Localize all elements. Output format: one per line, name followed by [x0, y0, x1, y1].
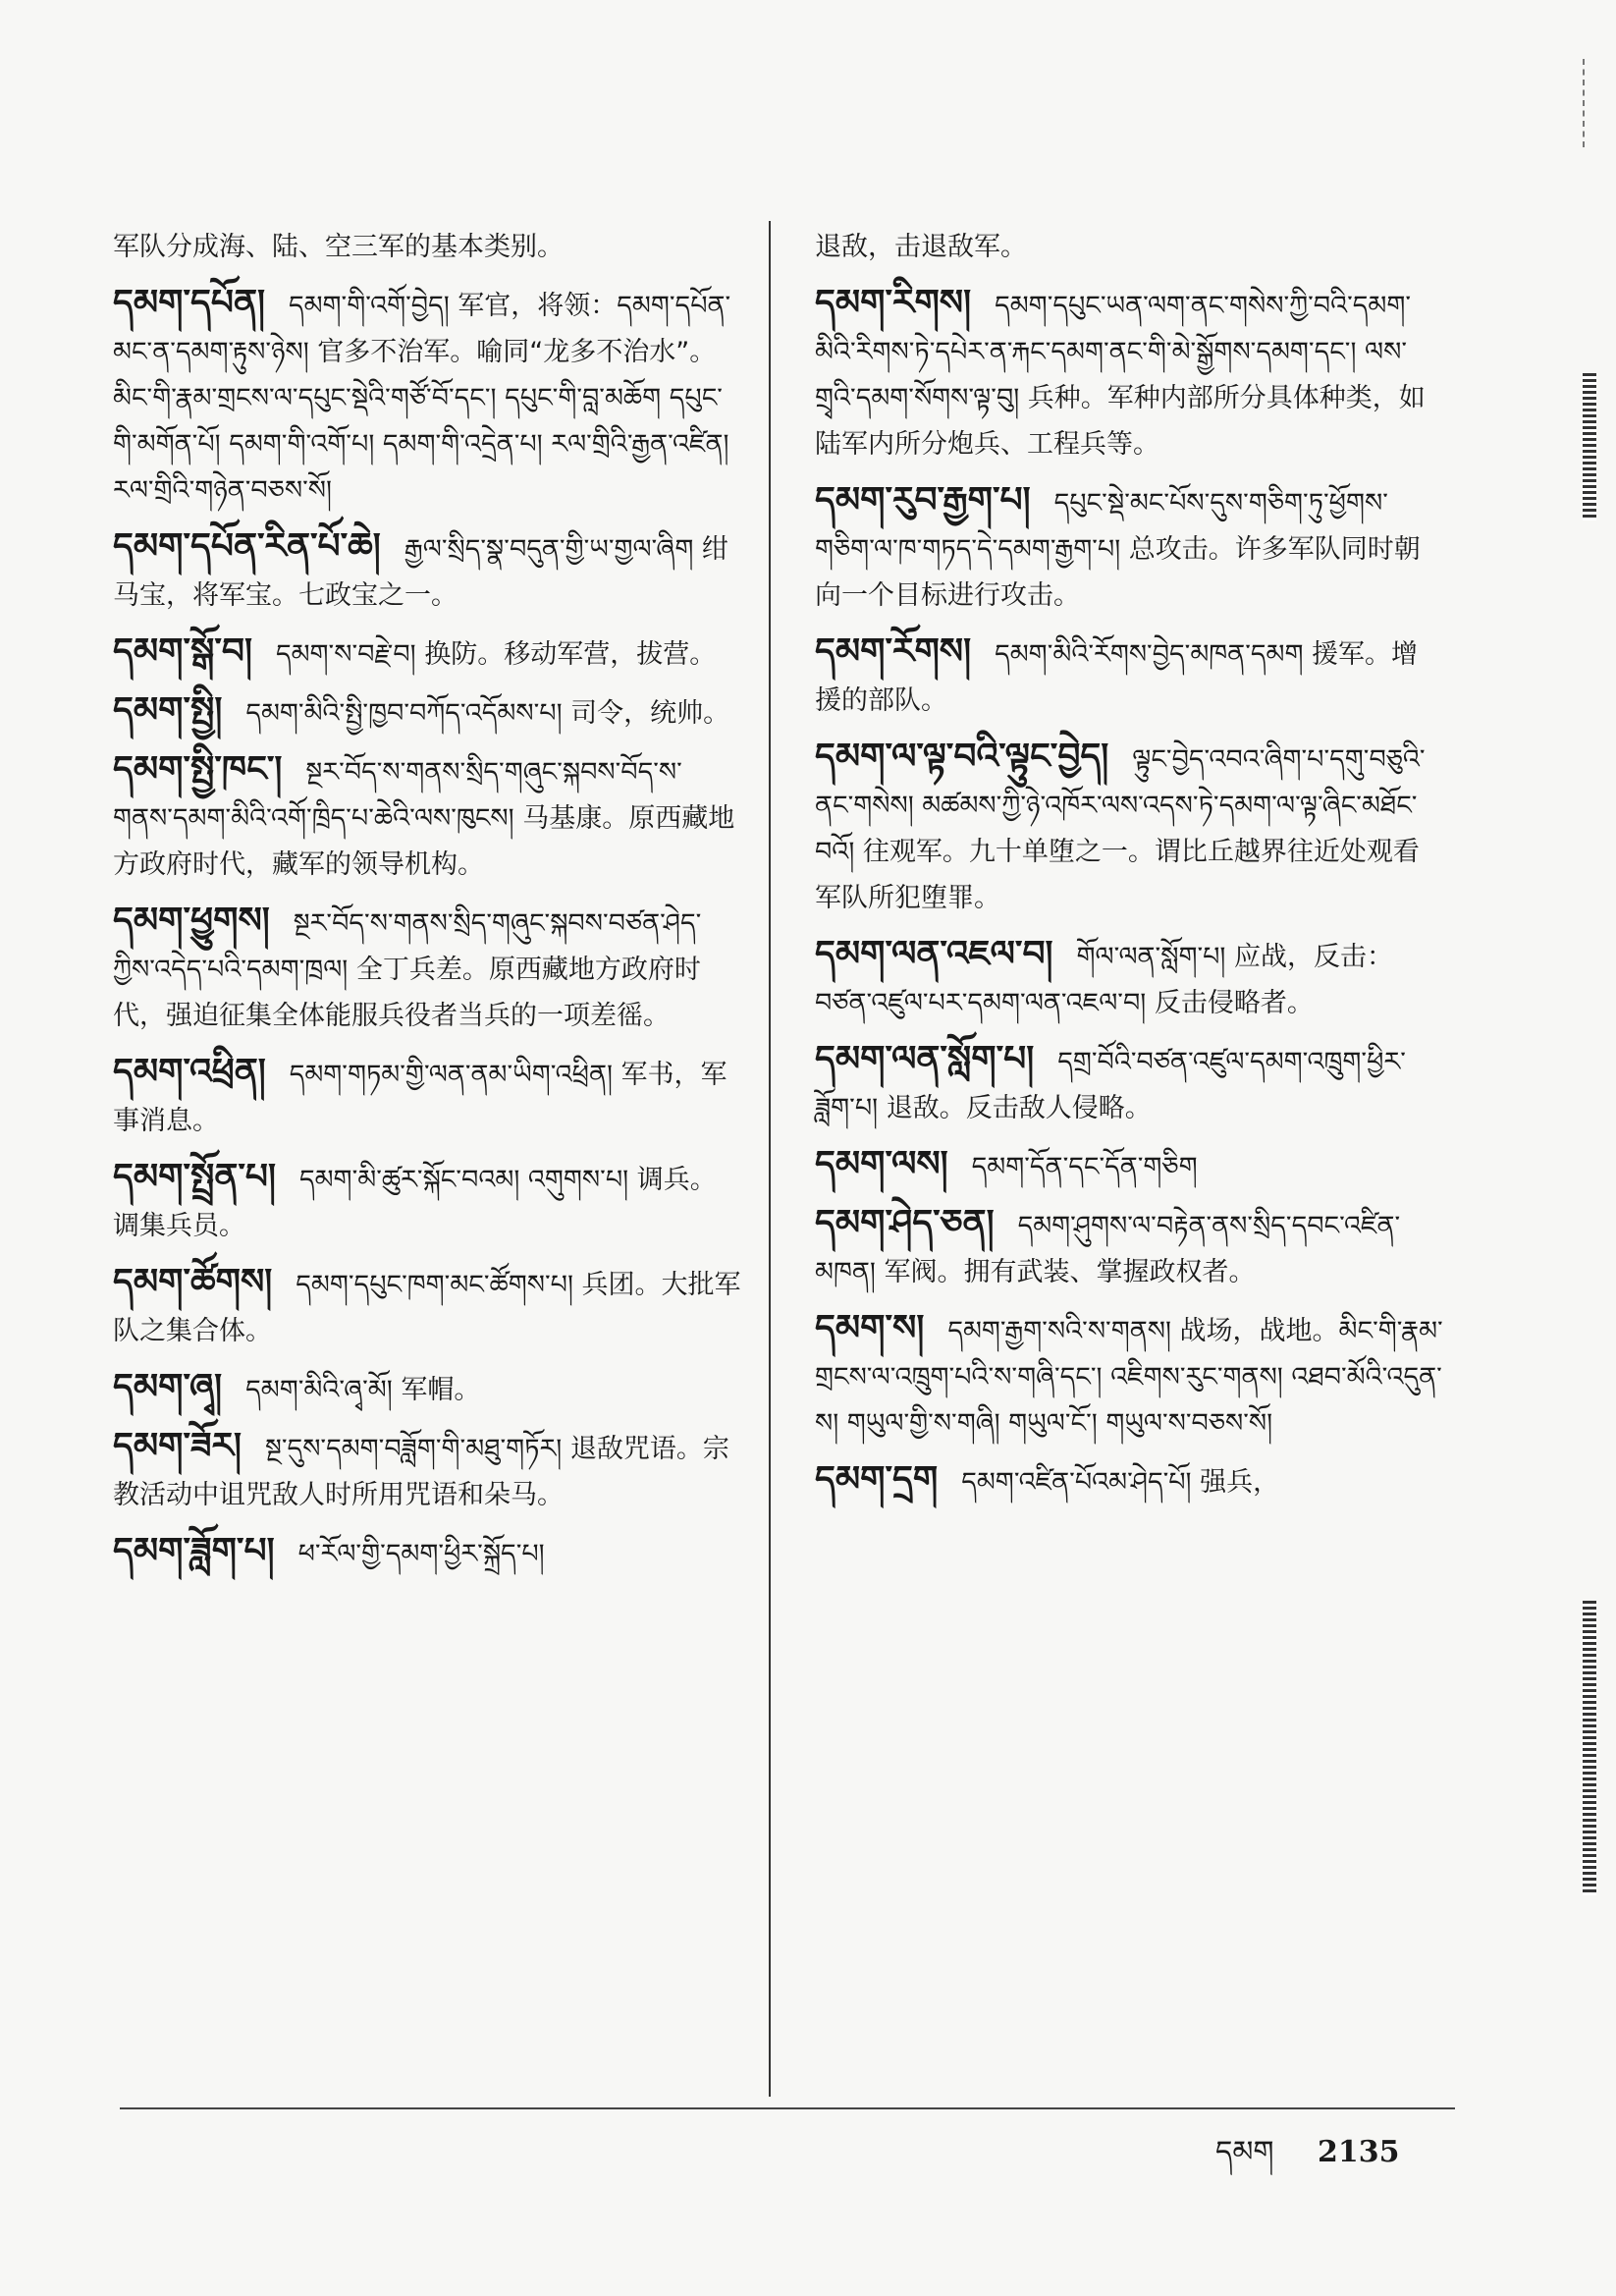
entry-headword: དམག་ས། [815, 1308, 925, 1348]
left-column [113, 224, 741, 1587]
dictionary-entry [815, 1141, 1443, 1190]
dictionary-entry [113, 629, 741, 678]
right-column [815, 224, 1443, 1515]
entry-headword: དམག་སྒོ་བ། [113, 631, 252, 672]
entry-headword: དམག་ཤེད་ཅན། [815, 1203, 995, 1243]
lead-text: 退敌，击退敌军。 [815, 232, 1027, 262]
entry-headword: དམག་སྤྲོན་པ། [113, 1157, 276, 1197]
dictionary-entry [815, 734, 1443, 921]
entry-headword: དམག་དྲག [815, 1459, 939, 1500]
entry-headword: དམག་ལན་འཇལ་བ། [815, 934, 1053, 974]
entry-definition: དམག་གི་འགོ་བྱེད། 军官，将领：དམག་དཔོན་མང་ན་དམག་རྟུས་ཉེས། 官多不治军。喻同“龙多不治水”。མིང་གི་རྣམ་གྲངས་ལ་དཔུང་སྡེའི་གཙོ་བོ་དང་། དཔུང་གི་བླ་མཆོག དཔུང་གི་མགོན་པོ། དམག་གི་འགོ་པ། དམག་གི་འདྲེན་པ། རལ་གྲིའི་རྒྱན་འཛིན། རལ་གྲིའི་གཉེན་བཅས་སོ། [113, 291, 731, 506]
dictionary-entry [113, 1154, 741, 1249]
left-entries [113, 280, 741, 1577]
entry-definition: དམག་དཔུང་ཡན་ལག་ནང་གསེས་ཀྱི་བའི་དམག་མིའི་རིགས་ཏེ་དཔེར་ན་རྐང་དམག་ནང་གི་མེ་སྒྱོགས་དམག་དང་། ལས་གྲྭའི་དམག་སོགས་ལྟ་བུ། 兵种。军种内部所分具体种类，如陆军内所分炮兵、工程兵等。 [815, 291, 1426, 460]
entry-definition: དམག་ས་བརྗེ་བ། 换防。移动军营，拔营。 [275, 639, 717, 670]
entry-definition: དམག་མི་ཚུར་སྐོང་བའམ། འགུགས་པ། 调兵。调集兵员。 [113, 1165, 717, 1241]
entry-definition: དམག་མིའི་ཞྭ་མོ། 军帽。 [245, 1375, 481, 1405]
lead-text: 军队分成海、陆、空三军的基本类别。 [113, 232, 564, 262]
entry-definition: སྔར་བོད་ས་གནས་སྲིད་གཞུང་སྐབས་བཙན་ཤེད་ཀྱིས་འདེད་པའི་དམག་ཁྲལ། 全丁兵差。原西藏地方政府时代，强迫征集全体能服兵役者当兵的一项差徭。 [113, 908, 702, 1031]
entry-headword: དམག་དཔོན་རིན་པོ་ཆེ། [113, 526, 381, 567]
entry-definition: རྒྱལ་སྲིད་སྣ་བདུན་གྱི་ཡ་གྱལ་ཞིག 绀马宝，将军宝。七政宝之一。 [113, 534, 728, 611]
dictionary-entry [113, 1049, 741, 1144]
dictionary-entry [815, 629, 1443, 724]
page-number: 2135 [1318, 2135, 1400, 2169]
entry-headword: དམག་རིགས། [815, 283, 972, 323]
dictionary-entry [113, 1423, 741, 1518]
entry-definition: དམག་མིའི་སྤྱི་ཁྱབ་བཀོད་འདོམས་པ། 司令，统帅。 [245, 698, 730, 729]
footer-rule [120, 2107, 1455, 2109]
dictionary-entry [113, 280, 741, 514]
dictionary-entry [113, 1528, 741, 1577]
running-head: དམག [1215, 2135, 1274, 2169]
scan-edge-mark [1583, 373, 1596, 520]
entry-headword: དམག་འཕྲིན། [113, 1052, 266, 1092]
right-entries [815, 280, 1443, 1505]
dictionary-entry [113, 1364, 741, 1413]
column-divider [769, 221, 771, 2097]
entry-definition: དམག་ཤུགས་ལ་བརྟེན་ནས་སྲིད་དབང་འཛིན་མཁན། 军阀。拥有武装、掌握政权者。 [815, 1211, 1401, 1287]
entry-definition: དགྲ་བོའི་བཙན་འཛུལ་དམག་འཁྲུག་ཕྱིར་ཟློག་པ། 退敌。反击敌人侵略。 [815, 1047, 1406, 1123]
entry-definition: དམག་གཏམ་གྱི་ལན་ནམ་ཡིག་འཕྲིན། 军书，军事消息。 [113, 1060, 727, 1136]
dictionary-entry [113, 523, 741, 619]
dictionary-entry [815, 1456, 1443, 1505]
entry-definition: ལྟུང་བྱེད་འབའ་ཞིག་པ་དགུ་བཅུའི་ནང་གསེས། མཚམས་ཀྱི་ཉེ་འཁོར་ལས་འདས་ཏེ་དམག་ལ་ལྟ་ཞིང་མཐོང་བའོ། 往观军。九十单堕之一。谓比丘越界往近处观看军队所犯堕罪。 [815, 744, 1426, 913]
entry-headword: དམག་ཞྭ། [113, 1367, 223, 1407]
entry-definition: དམག་འཛིན་པོའམ་ཤེད་པོ། 强兵， [961, 1467, 1280, 1498]
dictionary-entry [113, 1259, 741, 1354]
dictionary-entry [815, 931, 1443, 1026]
entry-headword: དམག་སྤྱི་ཁང་། [113, 749, 283, 790]
dictionary-entry [815, 477, 1443, 619]
entry-headword: དམག་ཟོར། [113, 1426, 242, 1466]
entry-definition: དམག་དཔུང་ཁག་མང་ཚོགས་པ། 兵团。大批军队之集合体。 [113, 1270, 741, 1346]
scan-edge-mark [1583, 59, 1598, 147]
entry-headword: དམག་ཕྱུགས། [113, 901, 270, 941]
entry-definition: སྔ་དུས་དམག་བཟློག་གི་མཐུ་གཏོར། 退敌咒语。宗教活动中诅咒敌人时所用咒语和朵马。 [113, 1434, 729, 1510]
entry-definition: གོལ་ལན་སློག་པ། 应战，反击：བཙན་འཛུལ་པར་དམག་ལན་འཇལ་བ། 反击侵略者。 [815, 942, 1394, 1018]
entry-headword: དམག་ལ་ལྟ་བའི་ལྟུང་བྱེད། [815, 737, 1109, 777]
footer [1215, 2119, 1400, 2202]
entry-headword: དམག་སྤྱི། [113, 690, 223, 731]
entry-definition: དམག་མིའི་རོགས་བྱེད་མཁན་དམག 援军。增援的部队。 [815, 639, 1419, 716]
dictionary-entry [815, 1036, 1443, 1131]
entry-definition: སྔར་བོད་ས་གནས་སྲིད་གཞུང་སྐབས་བོད་ས་གནས་དམག་མིའི་འགོ་ཁྲིད་པ་ཆེའི་ལས་ཁུངས། 马基康。原西藏地方政府时代，藏军的领导机构。 [113, 757, 735, 880]
dictionary-entry [113, 746, 741, 888]
dictionary-entry [815, 280, 1443, 467]
entry-headword: དམག་ཟློག་པ། [113, 1531, 275, 1571]
entry-headword: དམག་རོགས། [815, 631, 972, 672]
dictionary-entry [815, 1305, 1443, 1447]
entry-headword: དམག་ལས། [815, 1144, 948, 1184]
entry-headword: དམག་ལན་སློག་པ། [815, 1039, 1035, 1079]
entry-definition: དམག་རྒྱག་སའི་ས་གནས། 战场，战地。མིང་གི་རྣམ་གྲངས་ལ་འཁྲུག་པའི་ས་གཞི་དང་། འཇིགས་རུང་གནས། འཐབ་མོའི་འདུན་ས། གཡུལ་གྱི་ས་གཞི། གཡུལ་ངོ་། གཡུལ་ས་བཅས་སོ། [815, 1316, 1443, 1439]
entry-headword: དམག་དཔོན། [113, 283, 265, 323]
scan-edge-mark [1583, 1601, 1596, 1895]
entry-definition: དམག་དོན་དང་དོན་གཅིག [971, 1152, 1198, 1182]
entry-definition: ཕ་རོལ་གྱི་དམག་ཕྱིར་སྐྲོད་པ། [297, 1539, 545, 1569]
entry-headword: དམག་ཚོགས། [113, 1262, 273, 1302]
entry-headword: དམག་རུབ་རྒྱག་པ། [815, 480, 1031, 520]
dictionary-entry [113, 898, 741, 1039]
entry-definition: དཔུང་སྡེ་མང་པོས་དུས་གཅིག་ཏུ་ཕྱོགས་གཅིག་ལ་ཁ་གཏད་དེ་དམག་རྒྱག་པ། 总攻击。许多军队同时朝向一个目标进行攻击。 [815, 488, 1421, 611]
dictionary-entry [815, 1200, 1443, 1295]
dictionary-entry [113, 687, 741, 737]
